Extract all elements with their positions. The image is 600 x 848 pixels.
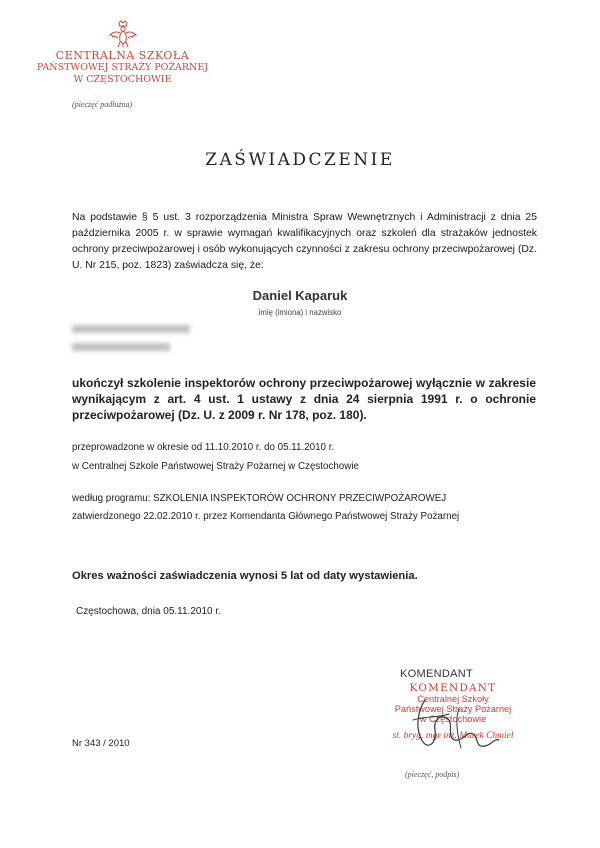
document-number: Nr 343 / 2010 — [72, 738, 130, 749]
header-stamp-caption: (pieczęć podłużna) — [72, 100, 133, 109]
program-approval: zatwierdzonego 22.02.2010 r. przez Komendanta Głównego Państwowej Straży Pożarnej — [72, 511, 460, 522]
course-period: przeprowadzone w okresie od 11.10.2010 r. do 05.11.2010 r. — [72, 442, 335, 453]
recipient-name-caption: imię (imiona) i nazwisko — [258, 308, 342, 317]
redacted-birth-place — [72, 343, 170, 351]
eagle-emblem-icon — [108, 20, 138, 48]
course-place: w Centralnej Szkole Państwowej Straży Pożarnej w Częstochowie — [72, 461, 359, 472]
signature-caption: (pieczęć, podpis) — [405, 770, 460, 779]
school-header-stamp — [30, 20, 215, 86]
validity-statement: Okres ważności zaświadczenia wynosi 5 lat od daty wystawienia. — [72, 570, 418, 582]
stamp-line-city: W CZĘSTOCHOWIE — [73, 74, 172, 85]
commander-stamp — [368, 683, 538, 742]
recipient-name: Daniel Kaparuk — [252, 288, 348, 303]
commander-stamp-city: w Częstochowie — [419, 714, 487, 724]
signatory-label: KOMENDANT — [400, 668, 473, 680]
document-title: ZAŚWIADCZENIE — [205, 150, 395, 170]
course-program: według programu: SZKOLENIA INSPEKTORÓW OCHRONY PRZECIWPOŻAROWEJ — [72, 493, 447, 504]
commander-stamp-title: KOMENDANT — [409, 682, 497, 694]
completion-statement: ukończył szkolenie inspektorów ochrony przeciwpożarowej wyłącznie w zakresie wynikającym z art. 4 ust. 1 ustawy z dnia 24 sierpnia 1991 r. o ochronie przeciwpożarowej (Dz. U. z 2009 r. Nr 178, poz. 180). — [72, 376, 536, 422]
stamp-line-school: CENTRALNA SZKOŁA — [55, 49, 190, 62]
redacted-birth-date — [72, 325, 190, 333]
commander-stamp-service: Państwowej Straży Pożarnej — [394, 704, 512, 714]
issue-date: Częstochowa, dnia 05.11.2010 r. — [76, 606, 221, 617]
commander-stamp-school: Centralnej Szkoły — [417, 694, 489, 704]
commander-stamp-name: st. bryg. mgr inż. Marek Chmiel — [392, 731, 514, 741]
stamp-line-service: PAŃSTWOWEJ STRAŻY POŻARNEJ — [36, 62, 209, 73]
legal-basis-paragraph: Na podstawie § 5 ust. 3 rozporządzenia Ministra Spraw Wewnętrznych i Administracji z dnia 25 października 2005 r. w sprawie wymagań kwalifikacyjnych oraz szkoleń dla strażaków jednostek ochrony przeciwpożarowej i osób wykonujących czynności z zakresu ochrony przeciwpożarowej (Dz. U. Nr 215, poz. 1823) zaświadcza się, że: — [72, 212, 537, 271]
